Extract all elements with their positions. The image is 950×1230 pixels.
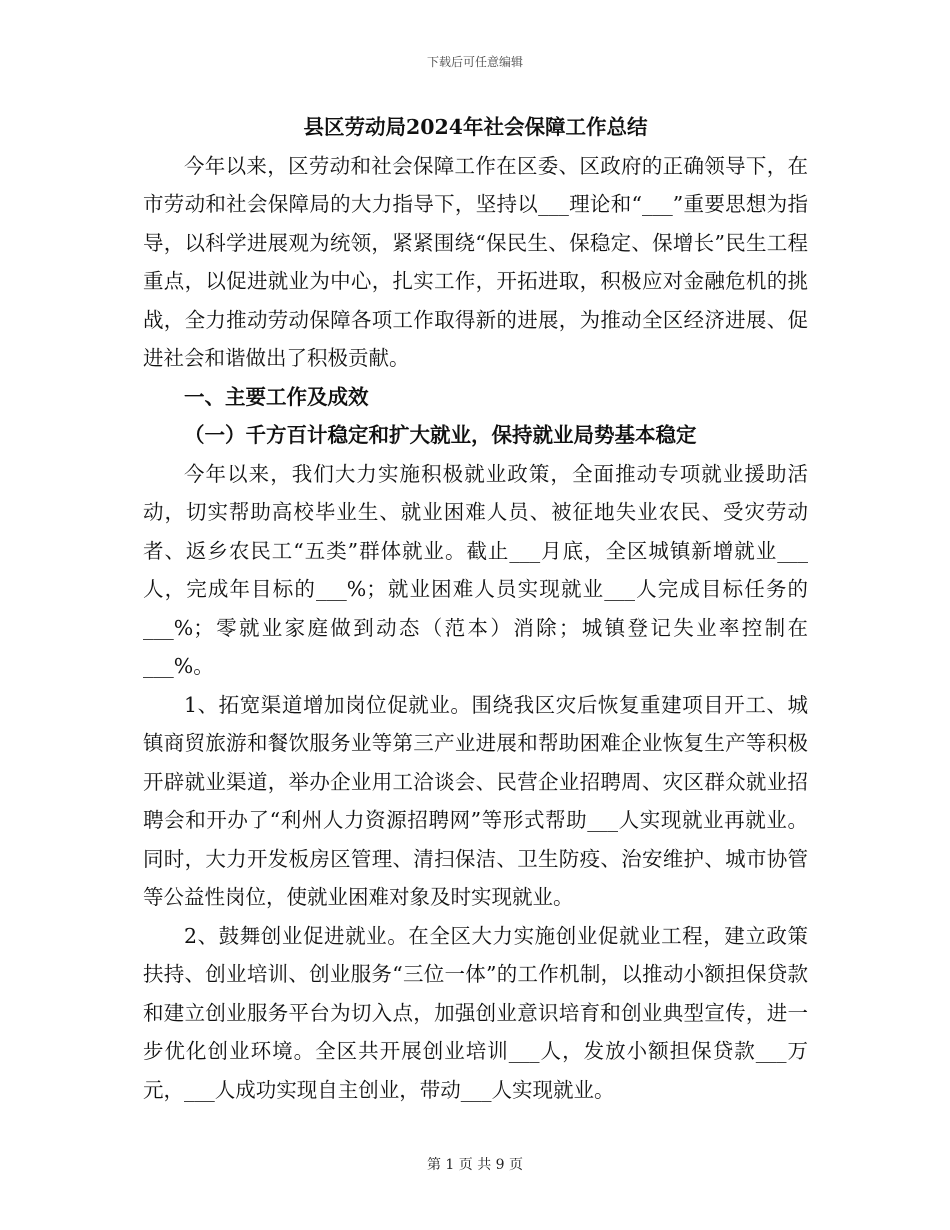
section-heading-main-work: 一、主要工作及成效 (184, 384, 369, 409)
entrepreneurship-paragraph: 2、鼓舞创业促进就业。在全区大力实施创业促就业工程，建立政策扶持、创业培训、创业服务“三位一体”的工作机制，以推动小额担保贷款和建立创业服务平台为切入点，加强创业意识培育和创业典型宣传，进一步优化创业环境。全区共开展创业培训___人，发放小额担保贷款___万元，___人成功实现自主创业，带动___人实现就业。 (143, 923, 808, 1102)
intro-paragraph: 今年以来，区劳动和社会保障工作在区委、区政府的正确领导下，在市劳动和社会保障局的大力指导下，坚持以___理论和“___”重要思想为指导，以科学进展观为统领，紧紧围绕“保民生、保稳定、保增长”民生工程重点，以促进就业为中心，扎实工作，开拓进取，积极应对金融危机的挑战，全力推动劳动保障各项工作取得新的进展，为推动全区经济进展、促进社会和谐做出了积极贡献。 (143, 153, 808, 370)
document-body (143, 108, 808, 1109)
page-number: 第 1 页 共 9 页 (426, 1157, 524, 1173)
employment-paragraph: 今年以来，我们大力实施积极就业政策，全面推动专项就业援助活动，切实帮助高校毕业生、就业困难人员、被征地失业农民、受灾劳动者、返乡农民工“五类”群体就业。截止___月底，全区城镇新增就业___人，完成年目标的___%；就业困难人员实现就业___人完成目标任务的___%；零就业家庭做到动态（范本）消除；城镇登记失业率控制在___%。 (143, 461, 808, 678)
page-header-note: 下载后可任意编辑 (426, 55, 523, 69)
document-title: 县区劳动局2024年社会保障工作总结 (303, 115, 648, 139)
subsection-heading-employment: （一）千方百计稳定和扩大就业，保持就业局势基本稳定 (184, 423, 697, 447)
channels-paragraph: 1、拓宽渠道增加岗位促就业。围绕我区灾后恢复重建项目开工、城镇商贸旅游和餐饮服务业等第三产业进展和帮助困难企业恢复生产等积极开辟就业渠道，举办企业用工洽谈会、民营企业招聘周、灾区群众就业招聘会和开办了“利州人力资源招聘网”等形式帮助___人实现就业再就业。同时，大力开发板房区管理、清扫保洁、卫生防疫、治安维护、城市协管等公益性岗位，使就业困难对象及时实现就业。 (143, 692, 808, 909)
